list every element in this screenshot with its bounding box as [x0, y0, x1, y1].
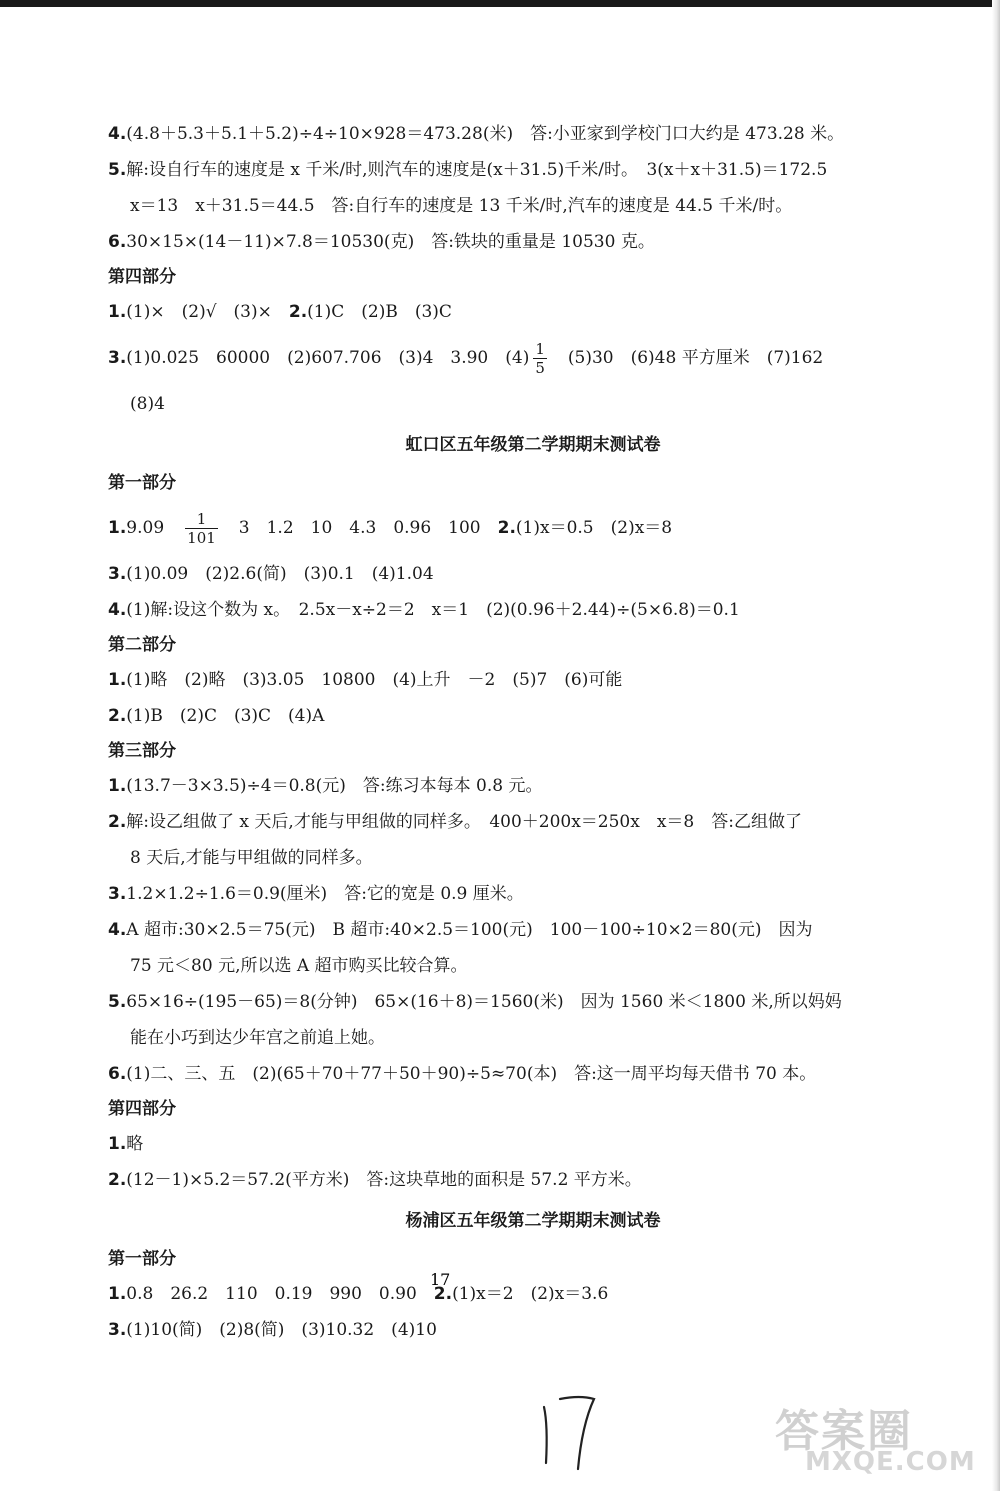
answer-text: x＝13 x＋31.5＝44.5 答:自行车的速度是 13 千米/时,汽车的速度是 44.5 千米/时。 [130, 196, 793, 216]
fraction-denominator: 101 [187, 529, 216, 547]
answer-text: 8 天后,才能与甲组做的同样多。 [130, 848, 373, 868]
answer-text: 9.09 [126, 518, 182, 538]
item-number: 2. [433, 1284, 453, 1304]
item-number: 2. [108, 706, 127, 726]
answer-text: A 超市:30×2.5＝75(元) B 超市:40×2.5＝100(元) 100－100÷10×2＝80(元) 因为 [126, 920, 813, 940]
section-title [108, 1200, 958, 1242]
answer-text: (1)x＝2 (2)x＝3.6 [452, 1284, 609, 1304]
part-heading-text: 第一部分 [108, 473, 176, 493]
section-title-text: 杨浦区五年级第二学期期末测试卷 [405, 1211, 661, 1231]
answer-text: 解:设自行车的速度是 x 千米/时,则汽车的速度是(x＋31.5)千米/时。 3(x＋x＋31.5)＝172.5 [126, 160, 828, 180]
answer-text: (1)x＝0.5 (2)x＝8 [515, 518, 673, 538]
answer-line [108, 662, 958, 698]
item-number: 4. [108, 124, 127, 144]
item-number: 6. [108, 1064, 127, 1084]
answer-continuation [108, 840, 958, 876]
answer-text: 0.8 26.2 110 0.19 990 0.90 [126, 1284, 434, 1304]
answer-text: 解:设乙组做了 x 天后,才能与甲组做的同样多。 400＋200x＝250x x＝8 答:乙组做了 [126, 812, 802, 832]
answer-line [108, 1162, 958, 1198]
answer-line [108, 984, 958, 1020]
item-number: 6. [108, 232, 127, 252]
part-heading [108, 1242, 958, 1276]
item-number: 3. [108, 564, 127, 584]
answer-text: 略 [126, 1134, 144, 1154]
fraction-numerator: 1 [185, 510, 218, 529]
answer-text: (1)0.09 (2)2.6(简) (3)0.1 (4)1.04 [126, 564, 434, 584]
answer-text: (5)30 (6)48 平方厘米 (7)162 [550, 348, 824, 368]
part-heading [108, 1092, 958, 1126]
answer-text: (1)解:设这个数为 x。 2.5x－x÷2＝2 x＝1 (2)(0.96＋2.44)÷(5×6.8)＝0.1 [126, 600, 740, 620]
answer-text: (1)二、三、五 (2)(65＋70＋77＋50＋90)÷5≈70(本) 答:这一周平均每天借书 70 本。 [126, 1064, 817, 1084]
answer-text: 65×16÷(195－65)＝8(分钟) 65×(16＋8)＝1560(米) 因为 1560 米＜1800 米,所以妈妈 [126, 992, 842, 1012]
item-number: 1. [108, 1284, 127, 1304]
item-number: 4. [108, 920, 127, 940]
answer-line [108, 768, 958, 804]
item-number: 1. [108, 776, 127, 796]
fraction [185, 510, 218, 547]
answer-line [108, 330, 958, 386]
part-heading [108, 466, 958, 500]
scan-top-border [0, 0, 1000, 7]
scan-right-edge [992, 0, 1000, 1491]
answer-line [108, 556, 958, 592]
answer-text: 能在小巧到达少年宫之前追上她。 [130, 1028, 385, 1048]
item-number: 1. [108, 302, 127, 322]
item-number: 4. [108, 600, 127, 620]
answer-continuation [108, 1020, 958, 1056]
part-heading [108, 628, 958, 662]
answer-line [108, 500, 958, 556]
answer-text: 1.2×1.2÷1.6＝0.9(厘米) 答:它的宽是 0.9 厘米。 [126, 884, 524, 904]
fraction [533, 340, 547, 377]
answer-text: 75 元＜80 元,所以选 A 超市购买比较合算。 [130, 956, 468, 976]
answer-line [108, 592, 958, 628]
answer-line [108, 1312, 958, 1348]
watermark-url: MXQE.COM [805, 1447, 976, 1477]
section-title [108, 424, 958, 466]
fraction-denominator: 5 [535, 359, 545, 377]
answer-text: (1)B (2)C (3)C (4)A [126, 706, 325, 726]
item-number: 3. [108, 884, 127, 904]
answer-line [108, 1126, 958, 1162]
part-heading-text: 第四部分 [108, 267, 176, 287]
answer-continuation [108, 948, 958, 984]
watermark-logo: 答案圈 [775, 1406, 913, 1457]
answer-text: (8)4 [130, 394, 165, 414]
answer-line [108, 804, 958, 840]
answer-content [108, 116, 958, 1348]
item-number: 5. [108, 992, 127, 1012]
answer-text: (4.8＋5.3＋5.1＋5.2)÷4÷10×928＝473.28(米) 答:小亚家到学校门口大约是 473.28 米。 [126, 124, 845, 144]
answer-text: (1)略 (2)略 (3)3.05 10800 (4)上升 －2 (5)7 (6)可能 [126, 670, 623, 690]
item-number: 3. [108, 1320, 127, 1340]
answer-text: 3 1.2 10 4.3 0.96 100 [221, 518, 498, 538]
answer-text: (1)0.025 60000 (2)607.706 (3)4 3.90 (4) [126, 348, 530, 368]
watermark [775, 1395, 1000, 1485]
fraction-numerator: 1 [535, 340, 545, 358]
part-heading-text: 第三部分 [108, 741, 176, 761]
part-heading-text: 第四部分 [108, 1099, 176, 1119]
answer-text: (13.7－3×3.5)÷4＝0.8(元) 答:练习本每本 0.8 元。 [126, 776, 543, 796]
handwritten-page-number-text: 17 [430, 1270, 451, 1289]
item-number: 2. [288, 302, 308, 322]
section-title-text: 虹口区五年级第二学期期末测试卷 [405, 435, 661, 455]
item-number: 1. [108, 1134, 127, 1154]
part-heading [108, 734, 958, 768]
item-number: 1. [108, 518, 127, 538]
answer-line [108, 1276, 958, 1312]
answer-line [108, 912, 958, 948]
item-number: 2. [108, 1170, 127, 1190]
answer-continuation [108, 188, 958, 224]
answer-line [108, 116, 958, 152]
item-number: 2. [108, 812, 127, 832]
answer-line [108, 698, 958, 734]
item-number: 2. [497, 518, 516, 538]
part-heading-text: 第二部分 [108, 635, 176, 655]
answer-line [108, 224, 958, 260]
item-number: 1. [108, 670, 127, 690]
answer-text: (1)10(简) (2)8(简) (3)10.32 (4)10 [126, 1320, 437, 1340]
answer-text: 30×15×(14－11)×7.8＝10530(克) 答:铁块的重量是 10530 克。 [126, 232, 655, 252]
item-number: 5. [108, 160, 127, 180]
answer-text: (1)× (2)√ (3)× [126, 302, 289, 322]
part-heading-text: 第一部分 [108, 1249, 176, 1269]
answer-line [108, 876, 958, 912]
answer-text: (12－1)×5.2＝57.2(平方米) 答:这块草地的面积是 57.2 平方米。 [126, 1170, 642, 1190]
answer-line [108, 152, 958, 188]
answer-line [108, 1056, 958, 1092]
part-heading [108, 260, 958, 294]
item-number: 3. [108, 348, 127, 368]
answer-continuation [108, 386, 958, 422]
answer-line [108, 294, 958, 330]
answer-text: (1)C (2)B (3)C [307, 302, 452, 322]
